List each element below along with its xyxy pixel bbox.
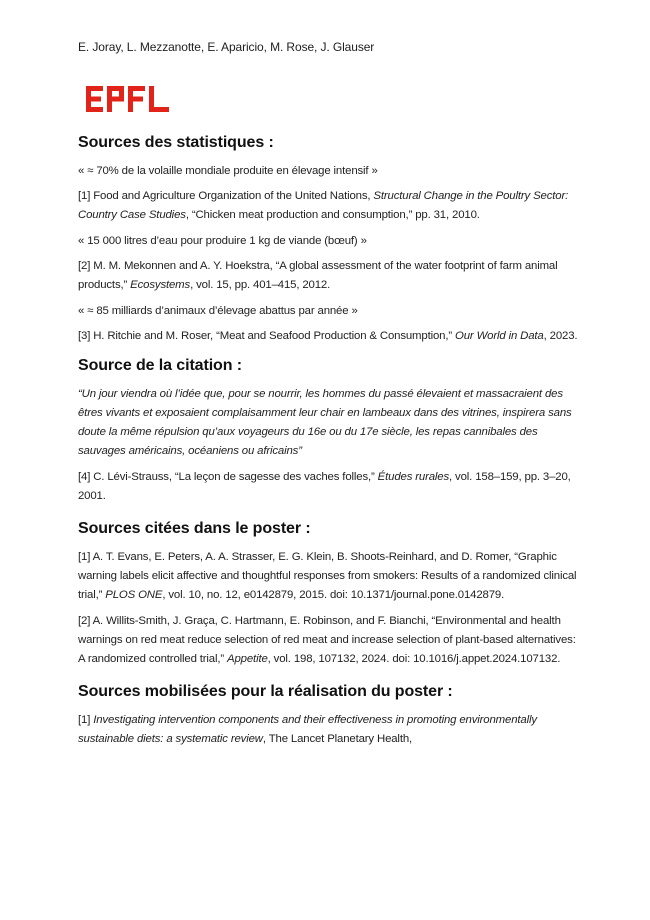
section-citation bbox=[78, 357, 578, 506]
reference-entry bbox=[78, 187, 578, 225]
epfl-logo-icon bbox=[86, 86, 170, 112]
section-title: Sources des statistiques : bbox=[78, 134, 274, 151]
section-title: Source de la citation : bbox=[78, 357, 242, 374]
reference-journal: Our World in Data bbox=[455, 330, 544, 342]
reference-text: [3] H. Ritchie and M. Roser, “Meat and Seafood Production & Consumption,” bbox=[78, 330, 456, 342]
reference-journal: Études rurales bbox=[377, 471, 450, 483]
reference-journal: PLOS ONE bbox=[105, 589, 163, 601]
reference-journal: Ecosystems bbox=[130, 279, 191, 291]
reference-text: [4] C. Lévi-Strauss, “La leçon de sagesse des vaches folles,” bbox=[78, 471, 378, 483]
document-body bbox=[78, 134, 578, 756]
reference-text: , The Lancet Planetary Health, bbox=[262, 733, 413, 745]
reference-text: [1] A. T. Evans, E. Peters, A. A. Strasser, E. G. Klein, B. Shoots-Reinhard, and D. Romer, “Graphic warning labels elicit affective and thoughtful responses from smokers: Results of a randomized clinical trial,” bbox=[78, 551, 577, 601]
section-mobilised-sources bbox=[78, 683, 578, 749]
statistic-claim: « ≈ 70% de la volaille mondiale produite en élevage intensif » bbox=[78, 165, 378, 177]
reference-text: [1] bbox=[78, 714, 94, 726]
reference-text: [2] A. Willits-Smith, J. Graça, C. Hartmann, E. Robinson, and F. Bianchi, “Environmental and health warnings on red meat reduce selection of red meat and increase selection of plant-based alternatives: A randomized controlled trial,” bbox=[78, 615, 576, 665]
reference-text: , 2023. bbox=[543, 330, 578, 342]
reference-text: [1] Food and Agriculture Organization of the United Nations, bbox=[78, 190, 374, 202]
reference-title: Structural Change in the Poultry Sector: Country Case Studies bbox=[78, 190, 569, 221]
section-cited-sources bbox=[78, 520, 578, 669]
reference-text: , vol. 198, 107132, 2024. doi: 10.1016/j.appet.2024.107132. bbox=[267, 653, 561, 665]
section-statistics bbox=[78, 134, 578, 346]
reference-title: Investigating intervention components and their effectiveness in promoting environmentally sustainable diets: a systematic review bbox=[78, 714, 537, 745]
reference-text: [2] M. M. Mekonnen and A. Y. Hoekstra, “A global assessment of the water footprint of farm animal products,” bbox=[78, 260, 558, 291]
reference-entry bbox=[78, 548, 578, 605]
reference-entry bbox=[78, 327, 578, 346]
quotation: “Un jour viendra où l’idée que, pour se nourrir, les hommes du passé élevaient et massacraient des êtres vivants et exposaient complaisamment leur chair en lambeaux dans des vitrines, inspirera sans doute la même répulsion qu’aux voyageurs du 16e ou du 17e siècle, les repas cannibales des sauvages américains, océaniens ou africains” bbox=[78, 388, 572, 457]
reference-entry bbox=[78, 711, 578, 749]
reference-entry bbox=[78, 468, 578, 506]
reference-entry bbox=[78, 257, 578, 295]
reference-journal: Appetite bbox=[227, 653, 268, 665]
reference-text: , vol. 158–159, pp. 3–20, 2001. bbox=[78, 471, 571, 502]
reference-text: , vol. 10, no. 12, e0142879, 2015. doi: 10.1371/journal.pone.0142879. bbox=[162, 589, 505, 601]
section-title: Sources citées dans le poster : bbox=[78, 520, 311, 537]
reference-entry bbox=[78, 612, 578, 669]
section-title: Sources mobilisées pour la réalisation du poster : bbox=[78, 683, 453, 700]
reference-text: , vol. 15, pp. 401–415, 2012. bbox=[190, 279, 331, 291]
reference-text: , “Chicken meat production and consumption,” pp. 31, 2010. bbox=[185, 209, 480, 221]
author-list: E. Joray, L. Mezzanotte, E. Aparicio, M. Rose, J. Glauser bbox=[78, 40, 375, 54]
statistic-claim: « ≈ 85 milliards d’animaux d’élevage abattus par année » bbox=[78, 305, 358, 317]
statistic-claim: « 15 000 litres d’eau pour produire 1 kg de viande (bœuf) » bbox=[78, 235, 367, 247]
